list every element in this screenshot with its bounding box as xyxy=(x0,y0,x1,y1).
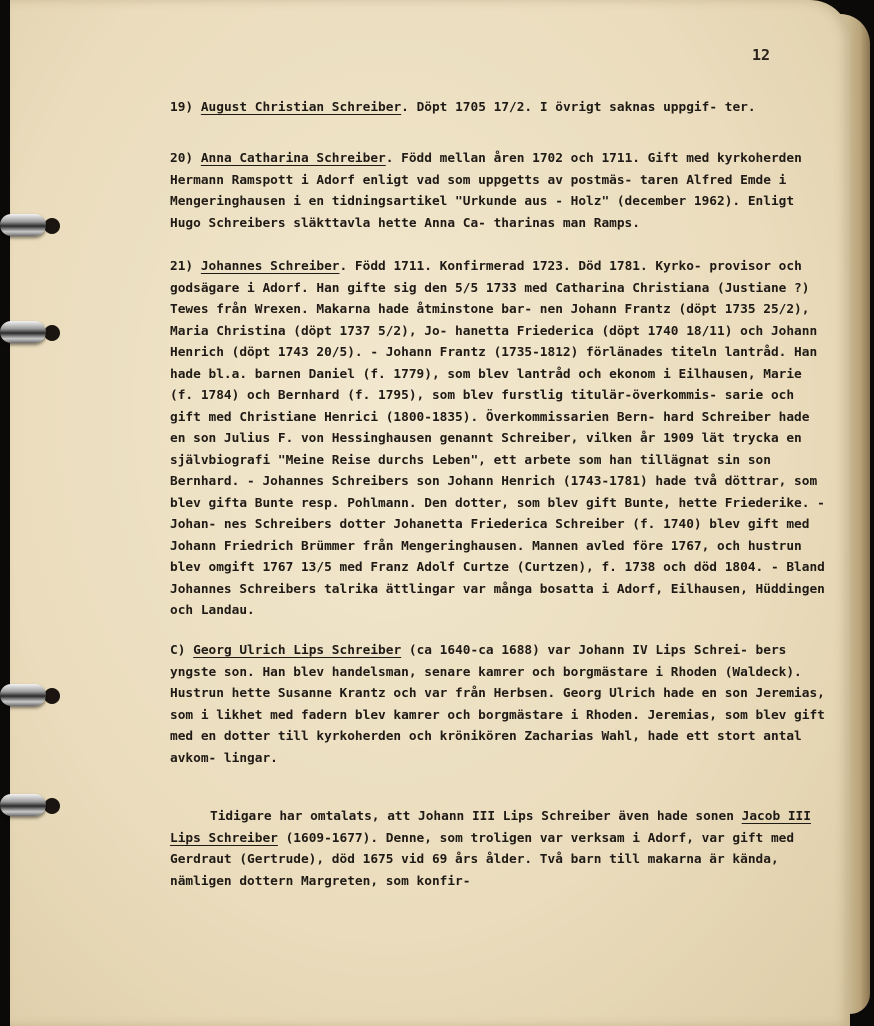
person-name: Anna Catharina Schreiber xyxy=(200,151,386,166)
page-number: 12 xyxy=(752,46,771,64)
binder-ring xyxy=(0,684,46,706)
binder-ring xyxy=(0,321,46,343)
punch-hole xyxy=(44,798,60,814)
paragraph-19: 19) August Christian Schreiber. Döpt 1705 17/2. I övrigt saknas uppgif- ter. xyxy=(170,100,756,115)
person-name: Georg Ulrich Lips Schreiber xyxy=(193,643,402,658)
punch-hole xyxy=(44,325,60,341)
binder-ring xyxy=(0,214,46,236)
person-name: Johannes Schreiber xyxy=(200,259,340,274)
punch-hole xyxy=(44,218,60,234)
person-name: Jacob III Lips Schreiber xyxy=(170,809,811,846)
document-page xyxy=(10,0,850,1026)
person-name: August Christian Schreiber xyxy=(200,100,402,115)
binder-ring xyxy=(0,794,46,816)
paragraph-c: C) Georg Ulrich Lips Schreiber (ca 1640-ca 1688) var Johann IV Lips Schrei- bers yngste son. Han blev handelsman, senare kamrer och borgmästare i Rhoden (Waldeck). Hustrun hette Susanne Krantz och var från Herbsen. Georg Ulrich hade en son Jeremias, som i likhet med fadern blev kamrer och borgmästare i Rhoden. Jeremias, som blev gift med en dotter till kyrkoherden och krönikören Zacharias Wahl, hade ett stort antal avkom- lingar. xyxy=(170,643,825,766)
paragraph-21: 21) Johannes Schreiber. Född 1711. Konfirmerad 1723. Död 1781. Kyrko- provisor och godsägare i Adorf. Han gifte sig den 5/5 1733 med Catharina Christiana (Justiane ?) Tewes från Wrexen. Makarna hade åtminstone bar- nen Johann Frantz (döpt 1735 25/2), Maria Christina (döpt 1737 5/2), Jo- hanetta Friederica (döpt 1740 18/11) och Johann Henrich (döpt 1743 20/5). - Johann Frantz (1735-1812) förlänades titeln lantråd. Han hade bl.a. barnen Daniel (f. 1779), som blev lantråd och ekonom i Eilhausen, Marie (f. 1784) och Bernhard (f. 1795), som blev furstlig titulär-överkommis- sarie och gift med Christiane Henrici (1800-1835). Överkommissarien Bern- hard Schreiber hade en son Julius F. von Hessinghausen genannt Schreiber, vilken år 1909 lät trycka en självbiografi "Meine Reise durchs Leben", ett arbete som han tillägnat sin son Bernhard. - Johannes Schreibers son Johann Henrich (1743-1781) hade två döttrar, som blev gifta Bunte resp. Pohlmann. Den dotter, som blev gift Bunte, hette Friederike. - Johan- nes Schreibers dotter Johanetta Friederica Schreiber (f. 1740) blev gift med Johann Friedrich Brümmer från Mengeringhausen. Mannen avled före 1767, och hustrun blev omgift 1767 13/5 med Franz Adolf Curtze (Curtzen), f. 1738 och död 1804. - Bland Johannes Schreibers talrika ättlingar var många bosatta i Adorf, Eilhausen, Hüddingen och Landau. xyxy=(170,259,825,618)
paragraph-tidigare: Tidigare har omtalats, att Johann III Lips Schreiber även hade sonen Jacob III Lips Schreiber (1609-1677). Denne, som troligen var verksam i Adorf, var gift med Gerdraut (Gertrude), död 1675 vid 69 års ålder. Två barn till makarna är kända, nämligen dottern Margreten, som konfir- xyxy=(170,809,811,889)
punch-hole xyxy=(44,688,60,704)
paragraph-20: 20) Anna Catharina Schreiber. Född mellan åren 1702 och 1711. Gift med kyrkoherden Hermann Ramspott i Adorf enligt vad som uppgetts av postmäs- taren Alfred Emde i Mengeringhausen i en tidningsartikel "Urkunde aus - Holz" (december 1962). Enligt Hugo Schreibers släkttavla hette Anna Ca- tharinas man Ramps. xyxy=(170,151,802,231)
